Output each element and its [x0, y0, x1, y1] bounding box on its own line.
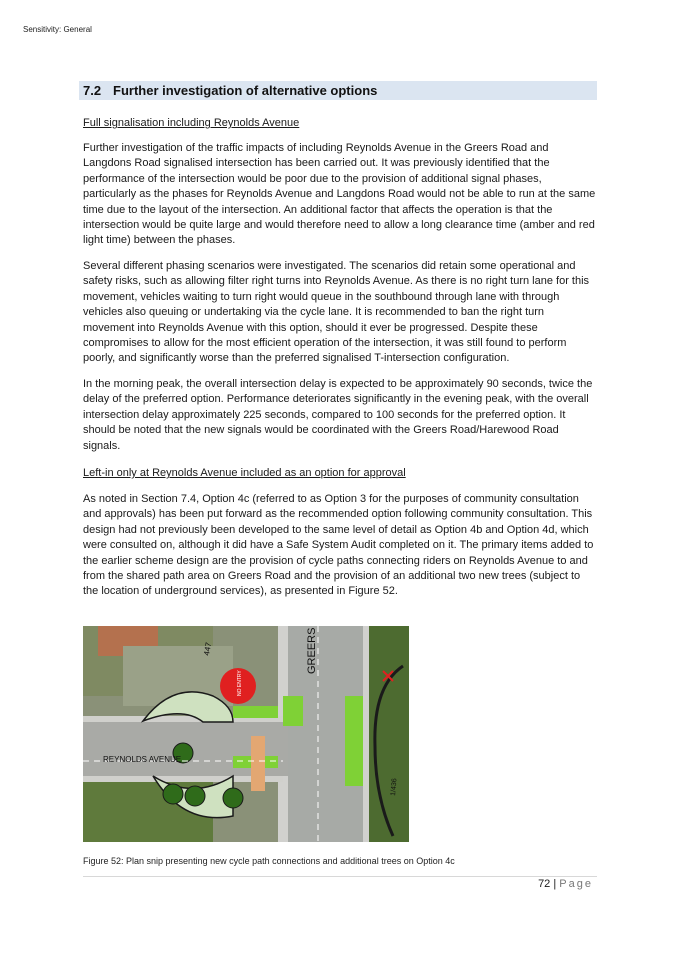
page-number-footer [538, 878, 593, 890]
figure-caption: Figure 52: Plan snip presenting new cycle path connections and additional trees on Option 4c [83, 856, 455, 866]
section-title: Further investigation of alternative options [113, 83, 378, 98]
sensitivity-label: Sensitivity: General [23, 25, 92, 34]
page-separator: | [553, 878, 557, 890]
subheading-left-in-only: Left-in only at Reynolds Avenue included as an option for approval [83, 467, 406, 479]
no-entry-sign-label: NO ENTRY [237, 670, 243, 696]
paragraph-2: Several different phasing scenarios were investigated. The scenarios did retain some operational and safety risks, such as allowing filter right turns into Reynolds Avenue. As there is no right turn lane for this movement, vehicles waiting to turn right would queue in the southbound through lane with through vehicles also queuing or undertaking via the cycle lane. It is recommended to ban the right turn movement into Reynolds Avenue with this option, should it ever be progressed. Despite these compromises to allow for the most efficient operation of the intersection, it was still found to perform poorly, and significantly worse than the preferred signalised T-intersection configuration. [83, 260, 590, 365]
plan-snip-figure [83, 626, 409, 842]
paragraph-4: As noted in Section 7.4, Option 4c (referred to as Option 3 for the purposes of community consultation and approvals) has been put forward as the recommended option following community consultation. This design had not previously been developed to the same level of detail as Option 4b and Option 4d, which were consulted on, although it did have a Safe System Audit completed on it. The primary items added to the earlier scheme design are the provision of cycle paths connecting riders on Reynolds Avenue to and from the shared path area on Greers Road and the provision of an additional two new trees (subject to the location of underground services), as presented in Figure 52. [83, 493, 594, 598]
paragraph-1: Further investigation of the traffic impacts of including Reynolds Avenue in the Greers Road and Langdons Road signalised intersection has been carried out. It was previously identified that the performance of the intersection would be poor due to the provision of additional signal phases, particularly as the phases for Reynolds Avenue and Langdons Road would not be able to run at the same time due to the layout of the intersection. An additional factor that affects the operation is that the intersection would be quite large and would therefore need to allow a long clearance time (amber and red light time) between the phases. [83, 142, 596, 247]
lot-number-label: 447 [202, 641, 214, 657]
section-heading [79, 81, 597, 100]
section-number: 7.2 [83, 83, 102, 98]
street-label-reynolds: REYNOLDS AVENUE [103, 755, 182, 764]
page-number: 72 [538, 878, 551, 890]
footer-divider [83, 876, 597, 877]
plan-snip-drawing [83, 626, 409, 842]
lot-number-label-2: 1/436 [390, 778, 399, 797]
page-word: Page [559, 878, 593, 890]
subheading-full-signalisation: Full signalisation including Reynolds Avenue [83, 117, 300, 129]
paragraph-3: In the morning peak, the overall intersection delay is expected to be approximately 90 seconds, twice the delay of the preferred option. Performance deteriorates significantly in the evening peak, with the overall intersection delay approximately 225 seconds, compared to 100 seconds for the preferred option. It should be noted that the new signals would be coordinated with the Greers Road/Harewood Road signals. [83, 378, 593, 452]
street-label-greers: GREERS [306, 627, 318, 674]
